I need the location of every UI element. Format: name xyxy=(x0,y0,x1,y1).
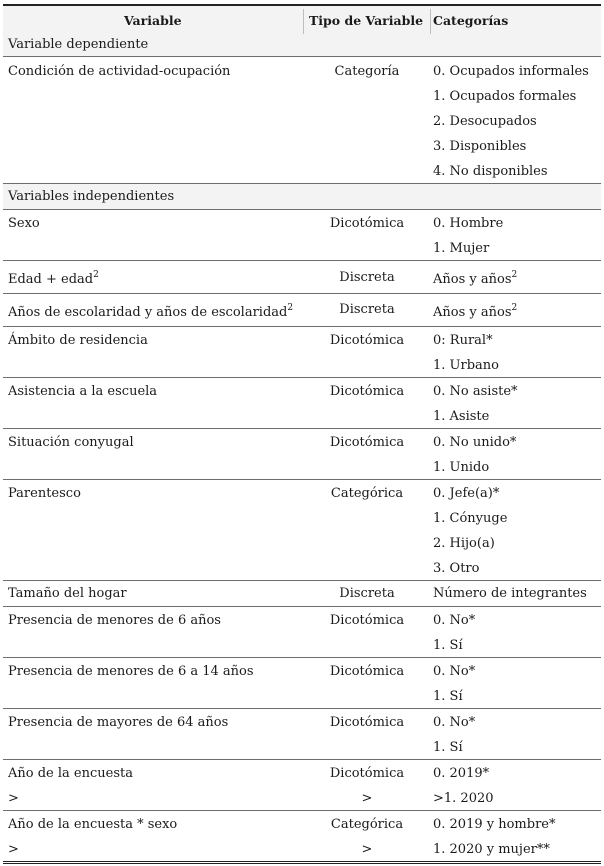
category-item: 1. Urbano xyxy=(433,358,499,373)
variable-type: Discreta xyxy=(339,586,395,601)
variable-type: Dicotómica xyxy=(329,664,405,679)
continuation-mark: > xyxy=(361,791,373,806)
variable-name: Condición de actividad-ocupación xyxy=(8,64,231,79)
category-item: 0: Rural* xyxy=(433,333,493,348)
category-item: >1. 2020 xyxy=(433,791,494,806)
variable-type: Categórica xyxy=(330,817,404,832)
variables-table xyxy=(3,4,601,862)
category-item: 0. 2019 y hombre* xyxy=(433,817,556,832)
table-row xyxy=(3,811,601,864)
category-item: 3. Disponibles xyxy=(433,139,527,154)
variable-name: Años de escolaridad y años de escolaridad$^2$ xyxy=(8,303,294,320)
category-item: 0. 2019* xyxy=(433,766,490,781)
table-row xyxy=(3,709,601,760)
category-item: 1. Mujer xyxy=(433,241,490,256)
header-divider xyxy=(303,9,304,35)
variable-name: Sexo xyxy=(8,216,40,231)
category-item: 1. Sí xyxy=(433,638,463,653)
category-item: 0. Ocupados informales xyxy=(433,64,589,79)
category-item: 1. Sí xyxy=(433,689,463,704)
variable-type: Dicotómica xyxy=(329,216,405,231)
category-item: 3. Otro xyxy=(433,561,480,576)
variable-type: Dicotómica xyxy=(329,613,405,628)
variable-name: Presencia de mayores de 64 años xyxy=(8,715,229,730)
category-item: 0. No unido* xyxy=(433,435,517,450)
superscript: 2 xyxy=(93,270,99,280)
header-categorias: Categorías xyxy=(433,13,509,28)
category-item: 0. No* xyxy=(433,613,476,628)
table-row xyxy=(3,378,601,429)
superscript: 2 xyxy=(511,303,518,313)
category-item: 2. Desocupados xyxy=(433,114,537,129)
variable-type: Categórica xyxy=(330,486,404,501)
table-row xyxy=(3,480,601,581)
section-row-independientes xyxy=(3,184,601,210)
category-item: 4. No disponibles xyxy=(433,164,548,179)
category-item: 1. Asiste xyxy=(433,409,490,424)
category-item: Años y años$^2$ xyxy=(433,270,518,287)
section-label: Variables independientes xyxy=(8,189,175,204)
variable-name: Año de la encuesta * sexo xyxy=(8,817,178,832)
table-row xyxy=(3,210,601,261)
table-row xyxy=(3,760,601,811)
variable-name: Situación conyugal xyxy=(8,435,134,450)
category-item: Años y años$^2$ xyxy=(433,303,518,320)
variable-name: Parentesco xyxy=(8,486,81,501)
variable-type: Dicotómica xyxy=(329,384,405,399)
variable-name: Edad + edad$^2$ xyxy=(8,270,99,287)
table-row xyxy=(3,607,601,658)
superscript: 2 xyxy=(511,270,518,280)
category-item: 1. Ocupados formales xyxy=(433,89,577,104)
category-item: 1. Unido xyxy=(433,460,490,475)
category-item: 2. Hijo(a) xyxy=(433,536,495,551)
table-row xyxy=(3,581,601,607)
table-header xyxy=(3,4,601,36)
category-item: 0. Jefe(a)* xyxy=(433,486,500,501)
variable-type: Dicotómica xyxy=(329,766,405,781)
continuation-mark: > xyxy=(361,842,373,857)
variable-type: Categoría xyxy=(334,64,400,79)
category-item: 0. No asiste* xyxy=(433,384,518,399)
superscript: 2 xyxy=(287,303,294,313)
variable-type: Discreta xyxy=(339,270,395,285)
category-item: 0. No* xyxy=(433,664,476,679)
table-row xyxy=(3,658,601,709)
variable-name: Presencia de menores de 6 a 14 años xyxy=(8,664,254,679)
variable-type: Dicotómica xyxy=(329,715,405,730)
continuation-mark: > xyxy=(8,791,19,806)
category-item: 1. 2020 y mujer** xyxy=(433,842,550,857)
header-variable: Variable xyxy=(124,13,182,28)
variable-type: Dicotómica xyxy=(329,435,405,450)
header-tipo-variable: Tipo de Variable xyxy=(309,13,424,28)
table-row xyxy=(3,429,601,480)
section-label: Variable dependiente xyxy=(8,37,149,52)
table-row xyxy=(3,57,601,184)
category-item: 1. Sí xyxy=(433,740,463,755)
variable-name: Año de la encuesta xyxy=(8,766,133,781)
header-divider xyxy=(430,9,431,35)
variable-name: Asistencia a la escuela xyxy=(8,384,158,399)
category-item: 0. No* xyxy=(433,715,476,730)
category-item: 1. Cónyuge xyxy=(433,511,508,526)
section-row-dependiente xyxy=(3,34,601,57)
variable-name: Ámbito de residencia xyxy=(8,333,148,348)
category-item: 0. Hombre xyxy=(433,216,504,231)
continuation-mark: > xyxy=(8,842,19,857)
table-row xyxy=(3,294,601,327)
variable-name: Presencia de menores de 6 años xyxy=(8,613,221,628)
category-item: Número de integrantes xyxy=(433,586,587,601)
table-row xyxy=(3,261,601,294)
variable-type: Dicotómica xyxy=(329,333,405,348)
variable-type: Discreta xyxy=(339,302,395,317)
table-row xyxy=(3,327,601,378)
variable-name: Tamaño del hogar xyxy=(8,586,127,601)
